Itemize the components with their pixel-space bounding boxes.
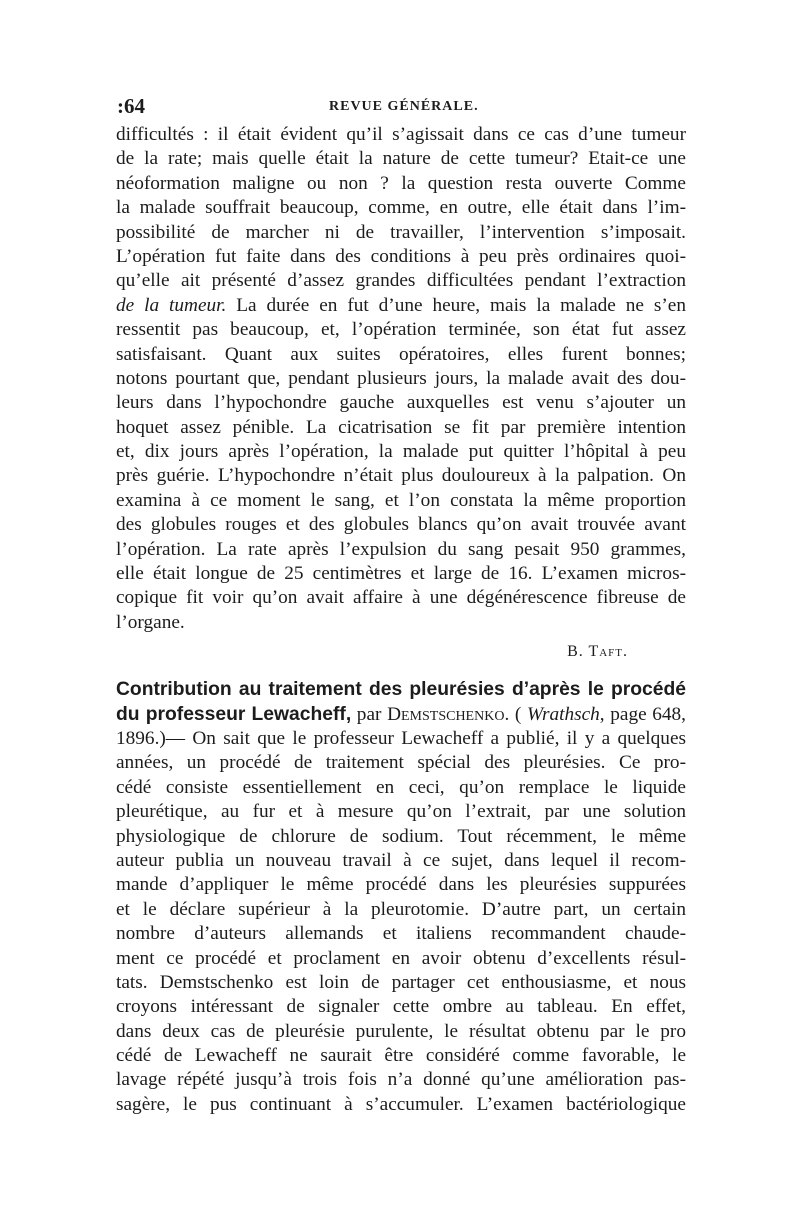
- journal-name: Wrathsch: [526, 703, 600, 725]
- text-line: dans deux cas de pleurésie purulente, le résultat obtenu par le pro: [116, 1020, 686, 1042]
- text-line: ressentit pas beaucoup, et, l’opération terminée, son état fut assez: [116, 319, 686, 341]
- article-continuation: [116, 123, 686, 1117]
- text-line: des globules rouges et des globules blancs qu’on avait trouvée avant: [116, 514, 686, 536]
- text-span: par: [351, 703, 388, 725]
- text-line: notons pourtant que, pendant plusieurs jours, la malade avait des dou-: [116, 367, 686, 389]
- text-line: la malade souffrait beaucoup, comme, en outre, elle était dans l’im-: [116, 197, 686, 219]
- text-line: [116, 294, 686, 318]
- text-line: possibilité de marcher ni de travailler, l’intervention s’imposait.: [116, 221, 686, 243]
- article-author: Demstschenko: [387, 703, 505, 725]
- text-line: mande d’appliquer le même procédé dans les pleurésies suppurées: [116, 874, 686, 896]
- italic-phrase: de la tumeur.: [116, 294, 227, 316]
- author-signature: B. Taft.: [567, 643, 628, 661]
- text-span: , page 648,: [599, 703, 687, 725]
- text-span: La durée en fut d’une heure, mais la malade ne s’en: [226, 294, 686, 316]
- text-line: tats. Demstschenko est loin de partager cet enthousiasme, et nous: [116, 971, 686, 993]
- text-line: qu’elle ait présenté d’assez grandes difficultées pendant l’extraction: [116, 270, 686, 292]
- text-line: hoquet assez pénible. La cicatrisation se fit par première intention: [116, 416, 686, 438]
- text-line: et, dix jours après l’opération, la malade put quitter l’hôpital à peu: [116, 441, 686, 463]
- text-line: satisfaisant. Quant aux suites opératoires, elles furent bonnes;: [116, 343, 686, 365]
- text-line: pleurétique, au fur et à mesure qu’on l’extrait, par une solution: [116, 801, 686, 823]
- text-line: physiologique de chlorure de sodium. Tout récemment, le même: [116, 825, 686, 847]
- text-line: copique fit voir qu’on avait affaire à une dégénérescence fibreuse de: [116, 587, 686, 609]
- text-line: leurs dans l’hypochondre gauche auxquelles est venu s’ajouter un: [116, 392, 686, 414]
- text-line: elle était longue de 25 centimètres et large de 16. L’examen micros-: [116, 563, 686, 585]
- text-line: lavage répété jusqu’à trois fois n’a donné qu’une amélioration pas-: [116, 1069, 686, 1091]
- text-line: nombre d’auteurs allemands et italiens recommandent chaude-: [116, 923, 686, 945]
- text-line: années, un procédé de traitement spécial des pleurésies. Ce pro-: [116, 752, 686, 774]
- text-line: ment ce procédé et proclament en avoir obtenu d’excellents résul-: [116, 947, 686, 969]
- text-line: néoformation maligne ou non ? la question resta ouverte Comme: [116, 172, 686, 194]
- text-line: L’opération fut faite dans des conditions à peu près ordinaires quoi-: [116, 245, 686, 267]
- text-line: difficultés : il était évident qu’il s’agissait dans ce cas d’une tumeur: [116, 124, 686, 145]
- article-title: Contribution au traitement des pleurésies d’après le procédé: [116, 679, 686, 701]
- article-title-subject: du professeur Lewacheff,: [116, 703, 352, 725]
- text-line: l’opération. La rate après l’expulsion du sang pesait 950 grammes,: [116, 538, 686, 560]
- text-line: croyons intéressant de signaler cette ombre au tableau. En effet,: [116, 996, 686, 1018]
- text-line: sagère, le pus continuant à s’accumuler. L’examen bactériologique: [116, 1093, 686, 1115]
- page-number: :64: [117, 94, 145, 118]
- text-line: cédé consiste essentiellement en ceci, qu’on remplace le liquide: [116, 776, 686, 798]
- page-header: [117, 94, 685, 122]
- text-line: l’organe.: [116, 611, 185, 633]
- text-span: . (: [504, 703, 527, 725]
- text-line: examina à ce moment le sang, et l’on constata la même proportion: [116, 489, 686, 511]
- text-line: cédé de Lewacheff ne saurait être considéré comme favorable, le: [116, 1045, 686, 1067]
- text-line: et le déclare supérieur à la pleurotomie. D’autre part, un certain: [116, 898, 686, 920]
- text-line: de la rate; mais quelle était la nature de cette tumeur? Etait-ce une: [116, 148, 686, 170]
- text-line: 1896.)— On sait que le professeur Lewacheff a publié, il y a quelques: [116, 727, 686, 749]
- text-line: près guérie. L’hypochondre n’était plus douloureux à la palpation. On: [116, 465, 686, 487]
- article-title-continued: [116, 703, 686, 727]
- text-line: auteur publia un nouveau travail à ce sujet, dans lequel il recom-: [116, 849, 686, 871]
- running-head: REVUE GÉNÉRALE.: [329, 99, 479, 114]
